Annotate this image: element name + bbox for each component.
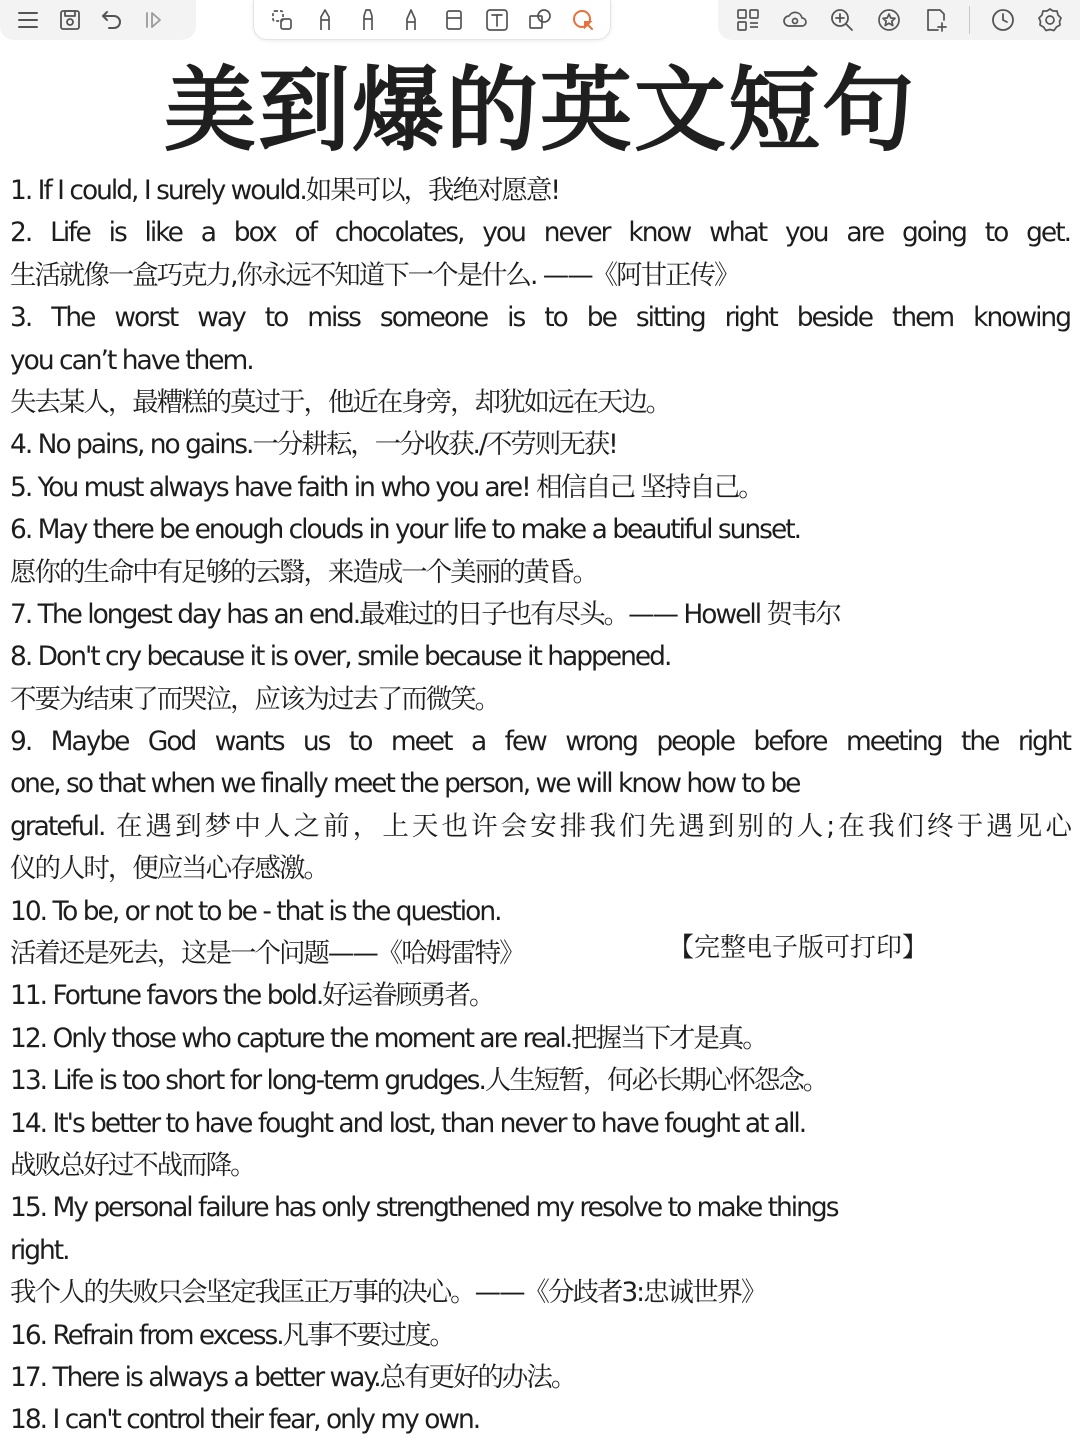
text-line: 3. The worst way to miss someone is to be sitting right beside them knowing	[10, 302, 1070, 334]
text-line: 愿你的生命中有足够的云翳，来造成一个美丽的黄昏。	[10, 556, 597, 588]
laser-pointer-icon[interactable]	[569, 6, 597, 34]
toolbar-right-group	[718, 0, 1080, 40]
zoom-in-icon[interactable]	[828, 6, 856, 34]
pen-icon[interactable]	[311, 6, 339, 34]
text-line: one, so that when we finally meet the person, we will know how to be	[10, 768, 800, 800]
text-line: 生活就像一盒巧克力,你永远不知道下一个是什么. ——《阿甘正传》	[10, 259, 739, 291]
settings-icon[interactable]	[1036, 6, 1064, 34]
text-line: 2. Life is like a box of chocolates, you never know what you are going to get.	[10, 217, 1070, 249]
text-line: you can’t have them.	[10, 344, 253, 376]
printable-version-note: 【完整电子版可打印】	[668, 933, 929, 963]
highlighter-icon[interactable]	[397, 6, 425, 34]
text-line: 战败总好过不战而降。	[10, 1149, 255, 1181]
favorite-icon[interactable]	[875, 6, 903, 34]
text-line: 13. Life is too short for long-term grudges.人生短暂，何必长期心怀怨念。	[10, 1065, 828, 1097]
text-line: 11. Fortune favors the bold.好运眷顾勇者。	[10, 980, 494, 1012]
redo-icon[interactable]	[140, 6, 168, 34]
text-line: 仪的人时，便应当心存感激。	[10, 853, 328, 885]
text-icon[interactable]	[483, 6, 511, 34]
text-line: 4. No pains, no gains.一分耕耘，一分收获./不劳则无获!	[10, 429, 617, 461]
menu-icon[interactable]	[14, 6, 42, 34]
text-line: 14. It's better to have fought and lost, than never to have fought at all.	[10, 1107, 806, 1139]
text-line: 9. Maybe God wants us to meet a few wrong people before meeting the right	[10, 726, 1070, 758]
toolbar-tools-group	[253, 0, 611, 40]
text-line: 不要为结束了而哭泣，应该为过去了而微笑。	[10, 683, 500, 715]
shapes-icon[interactable]	[526, 6, 554, 34]
cloud-sync-icon[interactable]	[781, 6, 809, 34]
text-line: 17. There is always a better way.总有更好的办法。	[10, 1361, 576, 1393]
text-line: 12. Only those who capture the moment are real.把握当下才是真。	[10, 1022, 767, 1054]
undo-icon[interactable]	[98, 6, 126, 34]
toolbar-left-group	[0, 0, 196, 40]
text-line: 活着还是死去，这是一个问题——《哈姆雷特》	[10, 938, 524, 970]
toolbar-separator	[969, 6, 970, 34]
save-icon[interactable]	[56, 6, 84, 34]
eraser-icon[interactable]	[440, 6, 468, 34]
text-line: 6. May there be enough clouds in your life to make a beautiful sunset.	[10, 514, 801, 546]
lasso-select-icon[interactable]	[268, 6, 296, 34]
text-line: 1. If I could, I surely would.如果可以，我绝对愿意!	[10, 175, 559, 206]
text-line: 7. The longest day has an end.最难过的日子也有尽头。—— Howell 贺韦尔	[10, 598, 840, 630]
pencil-icon[interactable]	[354, 6, 382, 34]
text-line: 5. You must always have faith in who you are! 相信自己 坚持自己。	[10, 471, 763, 503]
page-title: 美到爆的英文短句	[163, 57, 916, 164]
grid-view-icon[interactable]	[734, 6, 762, 34]
text-line: 15. My personal failure has only strengthened my resolve to make things	[10, 1192, 838, 1224]
text-line: 10. To be, or not to be - that is the question.	[10, 895, 501, 927]
text-line: right.	[10, 1234, 69, 1266]
text-line: 我个人的失败只会坚定我匡正万事的决心。——《分歧者3:忠诚世界》	[10, 1277, 766, 1309]
text-line: 失去某人，最糟糕的莫过于，他近在身旁，却犹如远在天边。	[10, 386, 671, 418]
history-icon[interactable]	[989, 6, 1017, 34]
toolbar	[0, 0, 1080, 46]
text-line: 16. Refrain from excess.凡事不要过度。	[10, 1319, 454, 1351]
note-content	[10, 170, 1072, 1441]
add-page-icon[interactable]	[922, 6, 950, 34]
text-line: 18. I can't control their fear, only my own.	[10, 1404, 480, 1436]
text-line: 8. Don't cry because it is over, smile because it happened.	[10, 641, 671, 673]
text-line: grateful. 在遇到梦中人之前，上天也许会安排我们先遇到别的人;在我们终于遇见心	[10, 810, 1070, 842]
